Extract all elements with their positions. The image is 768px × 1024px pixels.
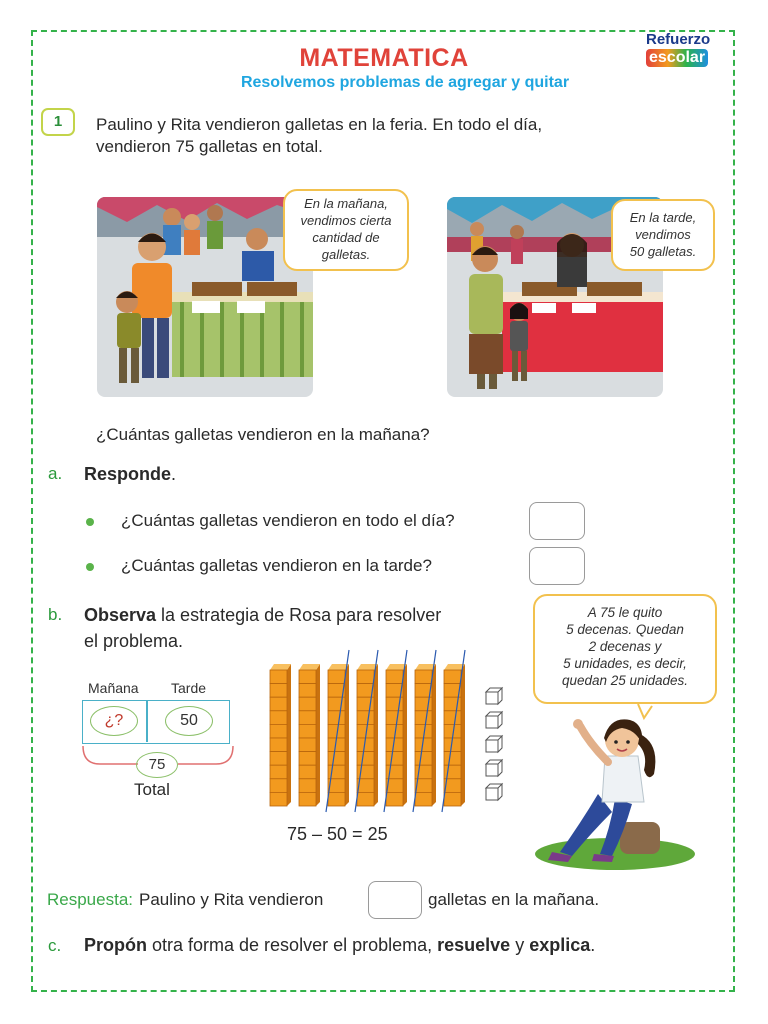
- part-c-letter: c.: [48, 936, 62, 955]
- ten-rod-block: [415, 664, 436, 806]
- answer-label: Respuesta:: [47, 890, 133, 909]
- total-value-oval: 75: [136, 752, 178, 778]
- unit-cube: [486, 784, 502, 800]
- answer-box-morning[interactable]: [368, 881, 422, 919]
- rosa-bubble-line: A 75 le quito: [587, 605, 663, 620]
- bubble-right-line: En la tarde,: [629, 210, 697, 225]
- bullet-dot: [86, 563, 94, 571]
- bubble-left-line: vendimos cierta: [300, 213, 392, 228]
- answer-box-afternoon[interactable]: [529, 547, 585, 585]
- morning-fair-illustration: [97, 197, 313, 397]
- part-c-instruction: Propón otra forma de resolver el problema, resuelve y explica.: [84, 935, 596, 955]
- answer-text-after: galletas en la mañana.: [428, 890, 600, 909]
- refuerzo-escolar-logo: [646, 32, 730, 72]
- ten-rod-block: [386, 664, 407, 806]
- bubble-right-line: vendimos: [635, 227, 691, 242]
- afternoon-column-label: Tarde: [171, 680, 207, 696]
- question-afternoon: ¿Cuántas galletas vendieron en la tarde?: [121, 556, 432, 575]
- bubble-right-line: 50 galletas.: [629, 244, 697, 259]
- ten-rod-block: [444, 664, 465, 806]
- main-question: ¿Cuántas galletas vendieron en la mañana?: [96, 425, 430, 444]
- part-b-letter: b.: [48, 605, 63, 624]
- rosa-girl-illustration: [520, 704, 700, 876]
- unit-cube: [486, 688, 502, 704]
- rosa-bubble-line: 5 decenas. Quedan: [566, 622, 684, 637]
- bullet-dot: [86, 518, 94, 526]
- ten-rod-block: [328, 664, 349, 806]
- bubble-left-line: cantidad de: [312, 230, 380, 245]
- unit-cube: [486, 760, 502, 776]
- rosa-bubble-line: quedan 25 unidades.: [561, 673, 689, 688]
- part-a-title: Responde.: [84, 464, 177, 484]
- unknown-morning-oval: ¿?: [90, 706, 138, 736]
- subtraction-equation: 75 – 50 = 25: [287, 824, 388, 844]
- table-divider: [146, 701, 148, 742]
- rosa-bubble-line: 2 decenas y: [588, 639, 662, 654]
- rosa-bubble-line: 5 unidades, es decir,: [563, 656, 687, 671]
- unit-cube: [486, 736, 502, 752]
- problem-statement-line1: Paulino y Rita vendieron galletas en la feria. En todo el día,: [96, 115, 543, 134]
- ten-rod-block: [357, 664, 378, 806]
- ten-rod-block: [299, 664, 320, 806]
- logo-text-bottom: escolar: [646, 49, 708, 67]
- page-title: MATEMATICA: [299, 44, 469, 72]
- afternoon-value-oval: 50: [165, 706, 213, 736]
- problem-number: 1: [41, 108, 75, 136]
- unit-cube: [486, 712, 502, 728]
- morning-speech-bubble: [283, 189, 409, 271]
- base-ten-blocks: [266, 648, 516, 816]
- bubble-left-line: galletas.: [321, 247, 371, 262]
- question-total-day: ¿Cuántas galletas vendieron en todo el día?: [121, 511, 455, 530]
- morning-column-label: Mañana: [88, 680, 139, 696]
- afternoon-speech-bubble: [611, 199, 715, 271]
- page-subtitle: Resolvemos problemas de agregar y quitar: [240, 74, 570, 91]
- rosa-speech-bubble: [533, 594, 717, 704]
- part-b-line2: el problema.: [84, 631, 184, 651]
- answer-box-total-day[interactable]: [529, 502, 585, 540]
- answer-text-before: Paulino y Rita vendieron: [139, 890, 324, 909]
- part-b-line1: Observa la estrategia de Rosa para resolver: [84, 605, 442, 625]
- ten-rod-block: [270, 664, 291, 806]
- problem-statement-line2: vendieron 75 galletas en total.: [96, 137, 323, 156]
- total-label: Total: [134, 780, 170, 799]
- part-a-letter: a.: [48, 464, 63, 483]
- bubble-left-line: En la mañana,: [304, 196, 388, 211]
- logo-text-top: Refuerzo: [646, 31, 711, 48]
